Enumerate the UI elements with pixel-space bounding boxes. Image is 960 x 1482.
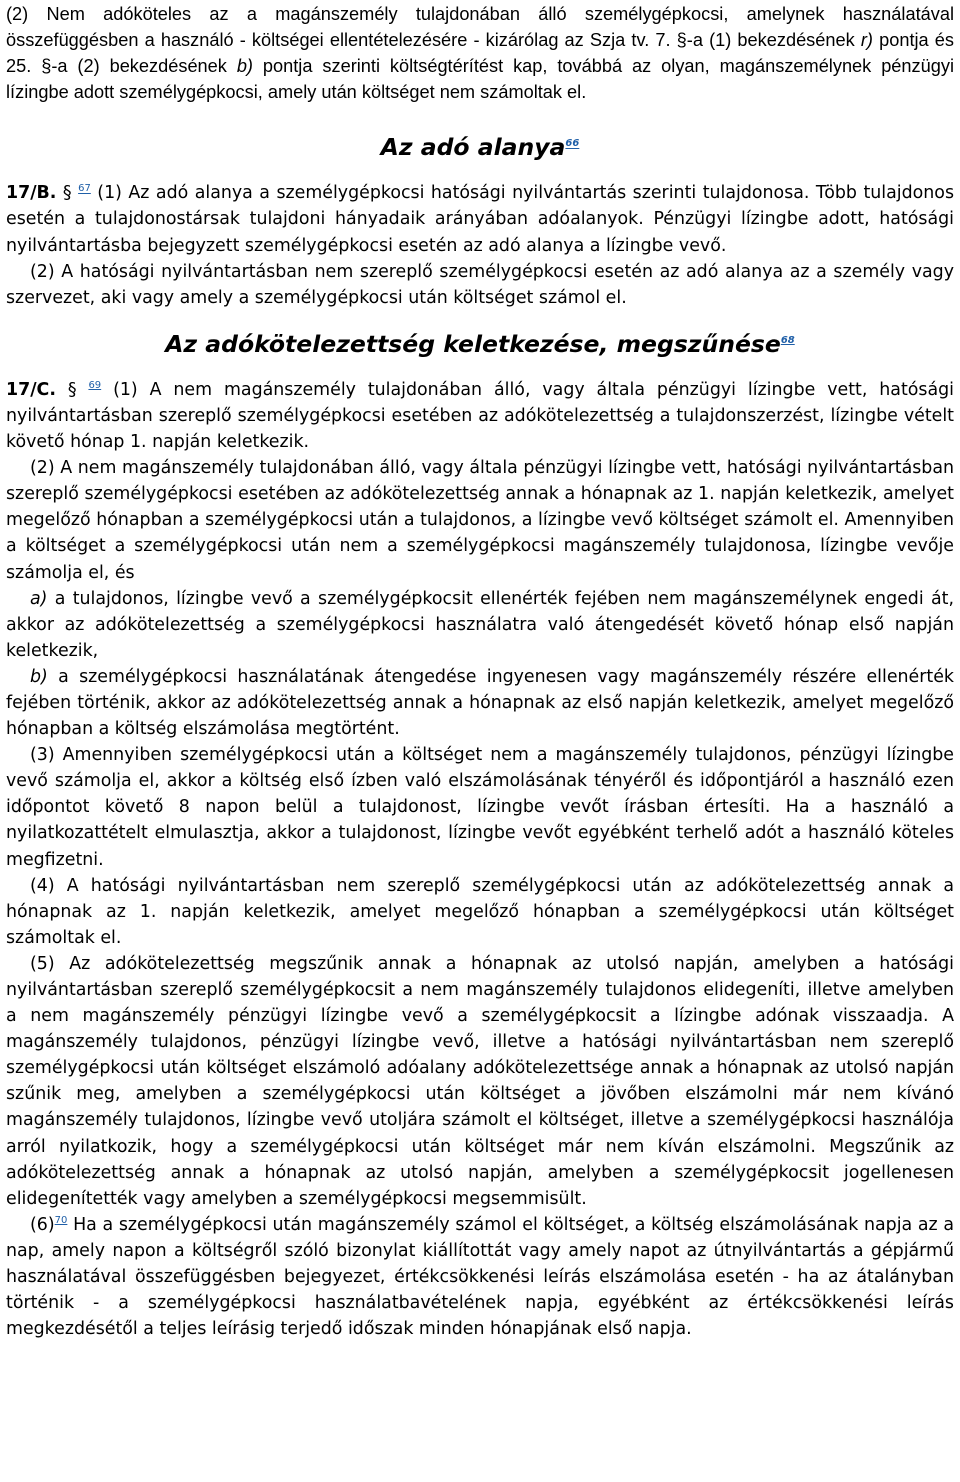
intro-text-2: pontja és 25. §-a (2) bekezdésének <box>6 30 954 77</box>
section-17b-paragraph-1 <box>6 180 954 258</box>
intro-text-3: pontja szerinti költségtérítést kap, továbbá az olyan, magánszemélynek pénzügyi lízingbe adott személygépkocsi, amely után költséget nem számoltak el. <box>6 56 954 103</box>
point-text: a személygépkocsi használatának átengedése ingyenesen vagy magánszemély részére ellenérték fejében történik, akkor az adókötelezettség annak a hónapnak az első napján keletkezik, amelyet megelőző hónapban a költség elszámolása megtörtént. <box>6 666 954 740</box>
heading-title: Az adókötelezettség keletkezése, megszűnése <box>165 329 781 358</box>
footnote-link-69[interactable]: 69 <box>88 380 102 392</box>
section-17b-paragraph-2: (2) A hatósági nyilvántartásban nem szereplő személygépkocsi esetén az adó alanya az a személy vagy szervezet, aki vagy amely a személygépkocsi után költséget számol el. <box>6 261 954 308</box>
section-17c-text-6: Ha a személygépkocsi után magánszemély számol el költséget, a költség elszámolásának napja az a nap, amely napon a költségről szóló bizonylat kiállítottát vagy amely napot az útnyilvántartás a gépjármű használatával összefüggésben bejegyezet, értékcsökkenési leírás elszámolása esetén - ha az átalányban történik - a személygépkocsi használatbavételének napja, egyébként az értékcsökkenési leírás megkezdésétől a teljes leírásig terjedő időszak minden hónapjának első napja. <box>6 1214 954 1340</box>
section-sign: § <box>67 379 77 400</box>
paragraph-label: (6) <box>30 1214 55 1235</box>
footnote-link-70[interactable]: 70 <box>54 1215 68 1227</box>
intro-text-1: (2) Nem adóköteles az a magánszemély tulajdonában álló személygépkocsi, amelynek használatával összefüggésben a használó - költségei ellentételezésére - kizárólag az Szja tv. 7. §-a (1) bekezdésének <box>6 4 954 51</box>
footnote-link-68[interactable]: 68 <box>780 335 795 347</box>
point-label: a) <box>30 588 48 609</box>
point-label: b) <box>30 666 48 687</box>
section-17c-paragraph-2: (2) A nem magánszemély tulajdonában álló, vagy általa pénzügyi lízingbe vett, hatósági nyilvántartásban szereplő személygépkocsi esetében az adókötelezettség annak a hónapnak az 1. napján keletkezik, amelyet megelőző hónapban a személygépkocsi után a tulajdonos, a lízingbe vevő költséget számolt el. Amennyiben a költséget a személygépkocsi után nem a személygépkocsi magánszemély tulajdonosa, lízingbe vevője számolja el, és <box>6 458 954 583</box>
section-17b-text-1: (1) Az adó alanya a személygépkocsi hatósági nyilvántartás szerinti tulajdonosa. Több tulajdonos esetén a tulajdonostársak tulajdoni hányadaik arányában adóalanyok. Pénzügyi lízingbe adott, hatósági nyilvántartásba bejegyzett személygépkocsi esetén az adó alanya a lízingbe vevő. <box>6 183 955 256</box>
intro-point-b: b) <box>236 56 253 77</box>
section-17c-paragraph-6 <box>6 1212 954 1342</box>
point-text: a tulajdonos, lízingbe vevő a személygépkocsit ellenérték fejében nem magánszemélynek engedi át, akkor az adókötelezettség a személygépkocsi használatra való átengedését követő hónap első napján keletkezik, <box>6 588 954 661</box>
paragraph-intro <box>6 0 954 105</box>
section-17c-paragraph-4: (4) A hatósági nyilvántartásban nem szereplő személygépkocsi után az adókötelezettség annak a hónapnak az 1. napján keletkezik, amelyet megelőző hónapban a személygépkocsi után költséget számoltak el. <box>6 875 954 948</box>
section-17c-paragraph-1 <box>6 377 954 455</box>
section-17c-text-1: (1) A nem magánszemély tulajdonában álló, vagy általa pénzügyi lízingbe vett, hatósági nyilvántartásban szereplő személygépkocsi esetében az adókötelezettség a tulajdonszerzést, lízingbe vételt követő hónap 1. napján keletkezik. <box>6 379 954 453</box>
footnote-link-66[interactable]: 66 <box>565 138 580 150</box>
section-17c-paragraph-5: (5) Az adókötelezettség megszűnik annak a hónapnak az utolsó napján, amelyben a hatósági nyilvántartásban szereplő személygépkocsit a nem magánszemély tulajdonos elidegeníti, illetve amelyben a nem magánszemély pénzügyi lízingbe vevő a személygépkocsit a lízingbe adónak visszaadja. A magánszemély tulajdonos, pénzügyi lízingbe vevő, illetve a hatósági nyilvántartásban nem szereplő személygépkocsi után költséget elszámoló adóalany adókötelezettsége annak a hónapnak az utolsó napján szűnik meg, amelyben a személygépkocsi után költséget a jövőben elszámolni már nem kívánó magánszemély tulajdonos, lízingbe vevő utoljára számolt el költséget, illetve a személygépkocsi használója arról nyilatkozik, hogy a személygépkocsi után költséget már nem kíván elszámolni. Megszűnik az adókötelezettség annak a hónapnak az utolsó napján, amelyben a személygépkocsit jogellenesen elidegenítették vagy amelyben a személygépkocsi megsemmisült. <box>6 953 954 1209</box>
section-17c-paragraph-3: (3) Amennyiben személygépkocsi után a költséget nem a magánszemély tulajdonos, pénzügyi lízingbe vevő számolja el, akkor a költség első ízben való elszámolásának tényéről és időpontjáról a használó ezen időpontot követő 8 napon belül a tulajdonost, lízingbe vevőt írásban értesíti. Ha a használó a nyilatkozattételt elmulasztja, akkor a tulajdonost, lízingbe vevőt egyébként terhelő adót a használó köteles megfizetni. <box>6 745 954 870</box>
section-sign: § <box>62 183 72 204</box>
section-17c-point-b <box>6 664 954 742</box>
footnote-link-67[interactable]: 67 <box>78 183 91 195</box>
intro-point-r: r) <box>860 30 873 51</box>
section-17c-point-a <box>6 586 954 664</box>
section-heading-obligation <box>6 311 954 377</box>
section-heading-taxpayer <box>6 105 954 180</box>
section-number: 17/B. <box>6 183 57 204</box>
section-number: 17/C. <box>6 379 56 400</box>
heading-title: Az adó alanya <box>380 133 566 162</box>
